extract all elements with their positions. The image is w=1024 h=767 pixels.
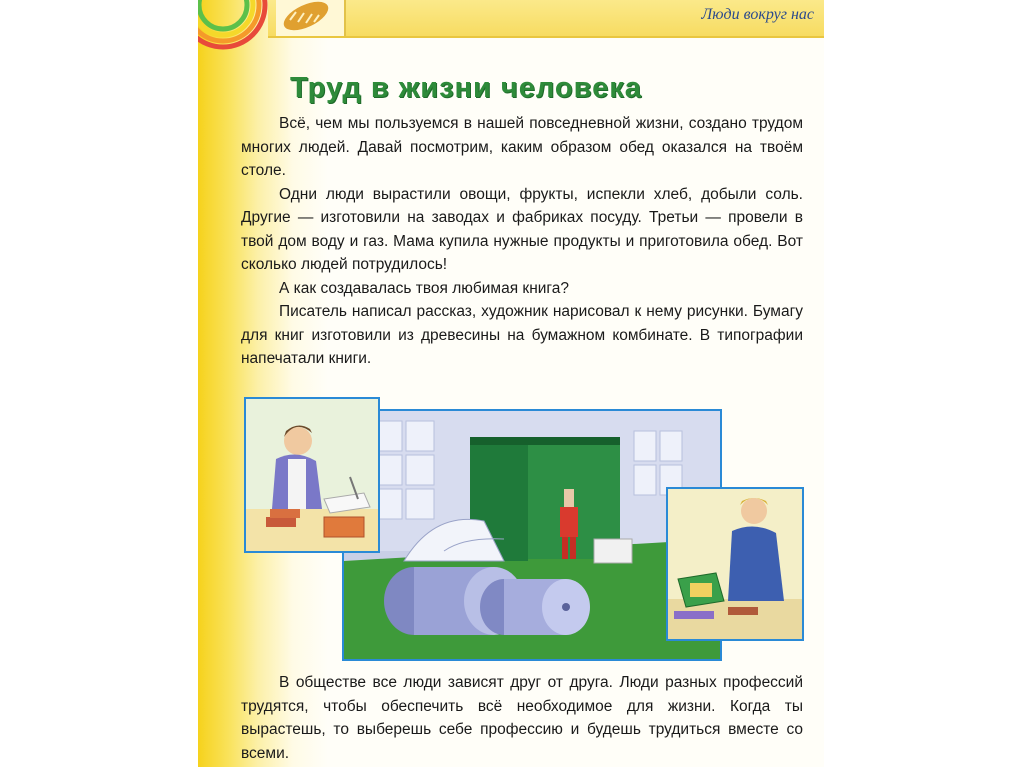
writer-illustration: [244, 397, 380, 553]
paragraph: А как создавалась твоя любимая книга?: [279, 279, 569, 297]
section-title: Люди вокруг нас: [701, 6, 814, 23]
page-title: Труд в жизни человека: [290, 72, 642, 104]
rainbow-arc-icon: [198, 0, 268, 50]
textbook-page: [198, 0, 824, 767]
bread-box: [276, 0, 346, 36]
bread-loaf-icon: [276, 0, 344, 36]
intro-text: [241, 112, 803, 371]
paper-mill-illustration: [342, 409, 722, 661]
paragraph: Писатель написал рассказ, художник нарисовал к нему рисунки. Бумагу для книг изготовили из древесины на бумажном комбинате. В типографии напечатали книги.: [241, 303, 803, 367]
conclusion-text: [241, 671, 803, 765]
header-band: [268, 0, 824, 38]
paragraph: В обществе все люди зависят друг от друга. Люди разных профессий трудятся, чтобы обеспечить всё необходимое для жизни. Когда ты вырастешь, то выберешь себе профессию и будешь трудиться вместе со всеми.: [241, 674, 803, 762]
reading-boy-illustration: [666, 487, 804, 641]
paragraph: Всё, чем мы пользуемся в нашей повседневной жизни, создано трудом многих людей. Давай посмотрим, каким образом обед оказался на твоём столе.: [241, 115, 803, 179]
paragraph: Одни люди вырастили овощи, фрукты, испекли хлеб, добыли соль. Другие — изготовили на заводах и фабриках посуду. Третьи — провели в твой дом воду и газ. Мама купила нужные продукты и приготовила обед. Вот сколько людей потрудилось!: [241, 185, 803, 273]
